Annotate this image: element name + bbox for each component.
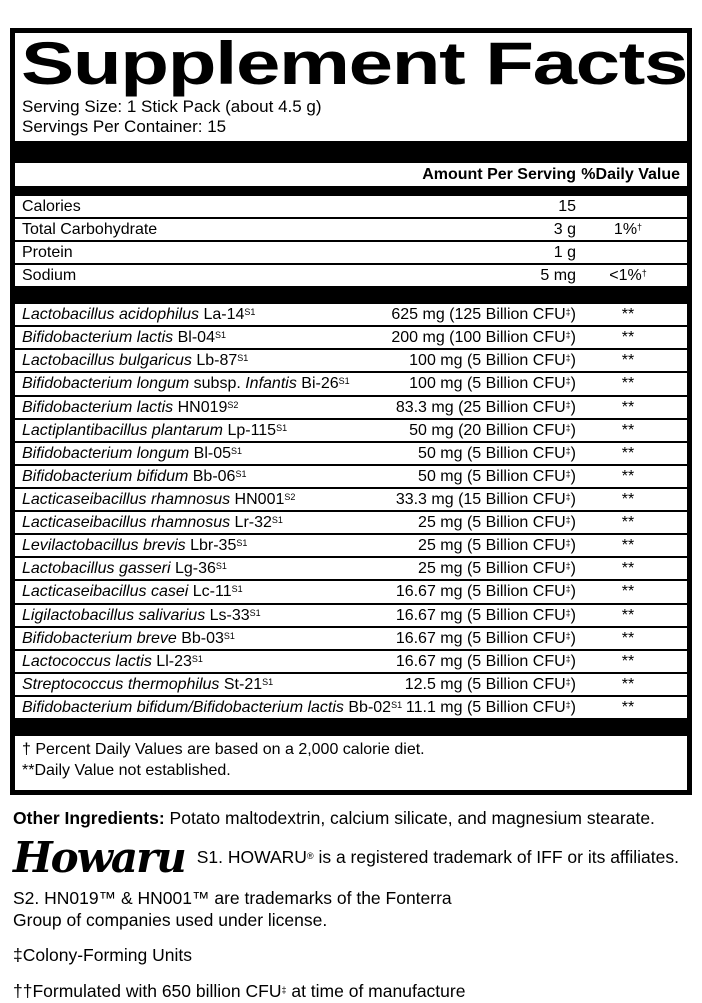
nutrient-amount: 3 g (553, 220, 576, 238)
probiotic-daily-value: ** (621, 421, 635, 439)
howaru-trademark-row (13, 832, 689, 882)
double-dagger-mark: ‡ (565, 330, 571, 341)
amount-text-end: ) (570, 698, 576, 716)
double-dagger-mark: ‡ (565, 584, 571, 595)
amount-text: 25 mg (5 Billion CFU (418, 537, 566, 555)
amount-text: 100 mg (5 Billion CFU (409, 375, 566, 393)
footnotes (15, 736, 687, 790)
probiotic-row (15, 533, 687, 556)
nutrient-name: Sodium (22, 267, 77, 285)
amount-text: 12.5 mg (5 Billion CFU (404, 675, 566, 693)
strain-code: La-14 (199, 306, 245, 324)
species-name-italic: Lactococcus lactis (22, 652, 152, 670)
s2-note-line2: Group of companies used under license. (13, 909, 328, 930)
source-superscript: S1 (391, 699, 403, 710)
species-name-italic: Ligilactobacillus salivarius (22, 606, 206, 624)
probiotic-amount (409, 422, 576, 439)
other-ingredients-text: Potato maltodextrin, calcium silicate, and magnesium stearate. (164, 807, 655, 828)
species-name-italic: Lactobacillus acidophilus (22, 306, 199, 324)
strain-code: Lr-32 (230, 514, 272, 532)
strain-code: Bl-05 (189, 444, 231, 462)
double-dagger-mark: ‡ (565, 468, 571, 479)
probiotic-row (15, 695, 687, 718)
formulated-note-text-end: at time of manufacture (286, 981, 466, 1002)
double-dagger-mark: ‡ (565, 607, 571, 618)
probiotic-row (15, 672, 687, 695)
nutrient-name: Total Carbohydrate (22, 220, 158, 238)
species-name-italic: Lacticaseibacillus rhamnosus (22, 491, 231, 508)
species-name-italic: Bifidobacterium longum (22, 375, 190, 393)
double-dagger-mark: ‡ (281, 985, 287, 996)
nutrient-row (15, 196, 687, 217)
s1-note-text: S1. HOWARU (196, 846, 307, 867)
probiotic-amount (396, 653, 576, 670)
strain-code: Bl-04 (173, 329, 215, 347)
probiotic-daily-value: ** (621, 652, 635, 670)
amount-text-end: ) (570, 444, 576, 462)
formulated-note-text: ††Formulated with 650 billion CFU (13, 981, 282, 1002)
species-name-italic: Lacticaseibacillus rhamnosus (22, 514, 231, 532)
amount-text-end: ) (570, 306, 576, 324)
source-superscript: S1 (235, 468, 247, 479)
double-dagger-mark: ‡ (565, 353, 571, 364)
probiotic-amount (406, 699, 576, 716)
probiotic-daily-value: ** (621, 675, 635, 693)
probiotic-row (15, 579, 687, 602)
double-dagger-mark: ‡ (565, 491, 571, 502)
strain-code: HN019 (173, 398, 228, 416)
column-header-row (15, 163, 687, 186)
supplement-facts-panel (10, 28, 692, 795)
probiotic-name (22, 445, 418, 462)
probiotic-name (22, 699, 406, 716)
amount-text-end: ) (570, 537, 576, 555)
strain-code: Lg-36 (170, 560, 216, 578)
amount-text-end: ) (570, 329, 576, 347)
servings-per-container-line: Servings Per Container: 15 (22, 116, 227, 136)
amount-text: 16.67 mg (5 Billion CFU (395, 583, 566, 601)
daily-value-header: %Daily Value (581, 166, 680, 184)
probiotic-name (22, 491, 396, 508)
probiotic-amount (405, 676, 576, 693)
probiotic-daily-value: ** (621, 329, 635, 347)
probiotic-amount (391, 306, 576, 323)
dagger-mark: † (641, 267, 647, 278)
amount-text-end: ) (570, 583, 576, 601)
probiotic-daily-value: ** (621, 560, 635, 578)
amount-text: 16.67 mg (5 Billion CFU (395, 629, 566, 647)
strain-code: HN001 (230, 491, 285, 508)
species-name-italic: Bifidobacterium lactis (22, 398, 174, 416)
probiotic-amount (418, 468, 576, 485)
double-dagger-mark: ‡ (565, 445, 571, 456)
nutrient-name: Protein (22, 243, 73, 261)
source-superscript: S2 (284, 491, 296, 502)
panel-title-text: Supplement Facts (21, 30, 688, 97)
probiotic-row (15, 325, 687, 348)
nutrient-row (15, 263, 687, 286)
probiotic-daily-value: ** (621, 698, 635, 716)
probiotic-daily-value: ** (621, 606, 635, 624)
nutrient-row (15, 240, 687, 263)
probiotic-daily-value: ** (621, 375, 635, 393)
amount-text-end: ) (570, 467, 576, 485)
amount-text-end: ) (570, 560, 576, 578)
probiotic-name (22, 537, 418, 554)
double-dagger-mark: ‡ (565, 538, 571, 549)
amount-text: 33.3 mg (15 Billion CFU (395, 491, 566, 508)
source-superscript: S1 (249, 607, 261, 618)
probiotic-amount (396, 491, 576, 508)
double-dagger-mark: ‡ (565, 307, 571, 318)
double-dagger-mark: ‡ (565, 630, 571, 641)
source-superscript: S1 (215, 561, 227, 572)
source-superscript: S1 (338, 376, 350, 387)
thick-divider-bar-bottom (15, 718, 687, 736)
double-dagger-mark: ‡ (565, 676, 571, 687)
source-superscript: S1 (244, 307, 256, 318)
strain-code-2: Bi-26 (296, 375, 339, 393)
nutrient-row (15, 217, 687, 240)
dagger-mark: † (637, 221, 643, 232)
double-dagger-mark: ‡ (565, 653, 571, 664)
amount-text-end: ) (570, 675, 576, 693)
amount-text: 50 mg (20 Billion CFU (409, 421, 566, 439)
amount-text-end: ) (570, 375, 576, 393)
strain-code: Lbr-35 (185, 537, 237, 555)
species-name-italic-2: Infantis (245, 375, 297, 393)
probiotic-amount (418, 537, 576, 554)
source-superscript: S1 (271, 515, 283, 526)
probiotic-amount (409, 352, 576, 369)
nutrient-amount: 5 mg (540, 267, 576, 285)
strain-code: St-21 (219, 675, 263, 693)
species-name-italic: Streptococcus thermophilus (22, 675, 220, 693)
amount-text: 16.67 mg (5 Billion CFU (395, 606, 566, 624)
source-superscript: S1 (231, 584, 243, 595)
probiotic-name (22, 375, 409, 392)
double-dagger-mark: ‡ (565, 561, 571, 572)
probiotic-row (15, 371, 687, 394)
amount-text: 100 mg (5 Billion CFU (409, 352, 566, 370)
species-name-italic: Bifidobacterium bifidum (22, 467, 189, 485)
probiotic-amount (418, 560, 576, 577)
probiotic-name (22, 630, 396, 647)
nutrient-daily-value (576, 267, 680, 284)
registered-mark: ® (306, 850, 314, 861)
below-panel-section (10, 808, 692, 1003)
probiotic-daily-value: ** (621, 352, 635, 370)
thick-divider-bar-middle (15, 286, 687, 304)
probiotic-row (15, 441, 687, 464)
s2-note-line1: S2. HN019™ & HN001™ are trademarks of the Fonterra (13, 887, 452, 908)
probiotic-row (15, 487, 687, 510)
amount-text: 625 mg (125 Billion CFU (391, 306, 566, 324)
strain-code: Bb-03 (176, 629, 224, 647)
probiotic-row (15, 556, 687, 579)
strain-code: Ls-33 (205, 606, 250, 624)
probiotic-amount (391, 329, 576, 346)
strain-code: Lp-115 (223, 421, 277, 439)
probiotic-daily-value: ** (621, 398, 635, 416)
medium-divider-bar (15, 186, 687, 196)
s2-trademark-note (13, 888, 689, 932)
probiotic-name (22, 399, 396, 416)
source-superscript: S1 (276, 422, 288, 433)
probiotic-name (22, 560, 418, 577)
s1-note-text-end: is a registered trademark of IFF or its affiliates. (313, 846, 679, 867)
thick-divider-bar-top (15, 141, 687, 163)
probiotic-name (22, 306, 391, 323)
panel-title (15, 30, 688, 97)
species-name-italic: Lactobacillus gasseri (22, 560, 171, 578)
probiotic-daily-value: ** (621, 629, 635, 647)
amount-text-end: ) (570, 421, 576, 439)
double-dagger-mark: ‡ (565, 699, 571, 710)
probiotic-table (15, 304, 687, 718)
nutrient-amount: 15 (558, 197, 576, 215)
amount-text-end: ) (570, 398, 576, 416)
probiotic-amount (418, 445, 576, 462)
daily-value-text: <1% (609, 267, 642, 285)
probiotic-row (15, 348, 687, 371)
probiotic-name (22, 468, 418, 485)
probiotic-amount (396, 607, 576, 624)
probiotic-daily-value: ** (621, 583, 635, 601)
probiotic-amount (396, 399, 576, 416)
source-superscript: S1 (191, 653, 203, 664)
double-dagger-mark: ‡ (565, 376, 571, 387)
amount-per-serving-header: Amount Per Serving (422, 166, 576, 184)
source-superscript: S2 (227, 399, 239, 410)
source-superscript: S1 (237, 353, 249, 364)
source-superscript: S1 (223, 630, 235, 641)
double-dagger-mark: ‡ (565, 422, 571, 433)
probiotic-amount (418, 514, 576, 531)
species-name-italic: Bifidobacterium bifidum/Bifidobacterium lactis (22, 698, 344, 716)
nutrient-name: Calories (22, 197, 81, 215)
daily-value-text: 1% (613, 220, 638, 238)
double-dagger-mark: ‡ (565, 399, 571, 410)
amount-text-end: ) (570, 491, 576, 508)
probiotic-row (15, 510, 687, 533)
other-ingredients-label: Other Ingredients: (13, 807, 165, 828)
howaru-logo: Howaru (13, 832, 185, 882)
nutrient-amount: 1 g (553, 243, 576, 261)
amount-text-end: ) (570, 514, 576, 532)
probiotic-name (22, 607, 396, 624)
species-name-italic: Lacticaseibacillus casei (22, 583, 189, 601)
species-name-italic: Bifidobacterium longum (22, 444, 190, 462)
species-name-italic: Bifidobacterium lactis (22, 329, 174, 347)
probiotic-daily-value: ** (621, 491, 635, 508)
amount-text: 50 mg (5 Billion CFU (418, 467, 566, 485)
probiotic-name (22, 583, 396, 600)
amount-text-end: ) (570, 352, 576, 370)
footnote-daily-values: † Percent Daily Values are based on a 2,000 calorie diet. (22, 741, 425, 759)
probiotic-name (22, 514, 418, 531)
probiotic-amount (409, 375, 576, 392)
serving-size-line: Serving Size: 1 Stick Pack (about 4.5 g) (22, 97, 322, 116)
source-superscript: S1 (236, 538, 248, 549)
species-name-italic: Bifidobacterium breve (22, 629, 177, 647)
nutrient-daily-value (576, 221, 680, 238)
amount-text-end: ) (570, 606, 576, 624)
amount-text: 16.67 mg (5 Billion CFU (395, 652, 566, 670)
source-superscript: S1 (231, 445, 243, 456)
probiotic-name (22, 352, 409, 369)
amount-text-end: ) (570, 629, 576, 647)
probiotic-row (15, 464, 687, 487)
double-dagger-mark: ‡ (565, 515, 571, 526)
strain-code: Bb-02 (343, 698, 392, 716)
amount-text: 50 mg (5 Billion CFU (418, 444, 566, 462)
probiotic-amount (396, 583, 576, 600)
amount-text: 200 mg (100 Billion CFU (391, 329, 566, 347)
amount-text: 11.1 mg (5 Billion CFU (405, 698, 566, 716)
probiotic-row (15, 304, 687, 325)
strain-code: Ll-23 (151, 652, 192, 670)
amount-text: 25 mg (5 Billion CFU (418, 560, 566, 578)
probiotic-row (15, 395, 687, 418)
s1-trademark-note (197, 847, 679, 869)
probiotic-row (15, 603, 687, 626)
probiotic-row (15, 626, 687, 649)
probiotic-amount (396, 630, 576, 647)
probiotic-daily-value: ** (621, 514, 635, 532)
source-superscript: S1 (214, 330, 226, 341)
strain-code: subsp. (189, 375, 246, 393)
strain-code: Bb-06 (188, 467, 236, 485)
nutrient-table (15, 196, 687, 286)
strain-code: Lb-87 (191, 352, 238, 370)
probiotic-name (22, 676, 405, 693)
amount-text: 25 mg (5 Billion CFU (418, 514, 566, 532)
probiotic-daily-value: ** (621, 467, 635, 485)
probiotic-name (22, 653, 396, 670)
species-name-italic: Lactobacillus bulgaricus (22, 352, 192, 370)
probiotic-daily-value: ** (621, 306, 635, 324)
amount-text: 83.3 mg (25 Billion CFU (395, 398, 566, 416)
probiotic-row (15, 649, 687, 672)
probiotic-name (22, 329, 391, 346)
amount-text-end: ) (570, 652, 576, 670)
footnote-dv-not-established: **Daily Value not established. (22, 761, 231, 779)
source-superscript: S1 (262, 676, 274, 687)
cfu-definition-note: ‡Colony-Forming Units (13, 945, 192, 966)
probiotic-row (15, 418, 687, 441)
probiotic-daily-value: ** (621, 537, 635, 555)
species-name-italic: Levilactobacillus brevis (22, 537, 186, 555)
probiotic-name (22, 422, 409, 439)
species-name-italic: Lactiplantibacillus plantarum (22, 421, 223, 439)
strain-code: Lc-11 (188, 583, 232, 601)
probiotic-daily-value: ** (621, 444, 635, 462)
other-ingredients-line (13, 808, 689, 829)
